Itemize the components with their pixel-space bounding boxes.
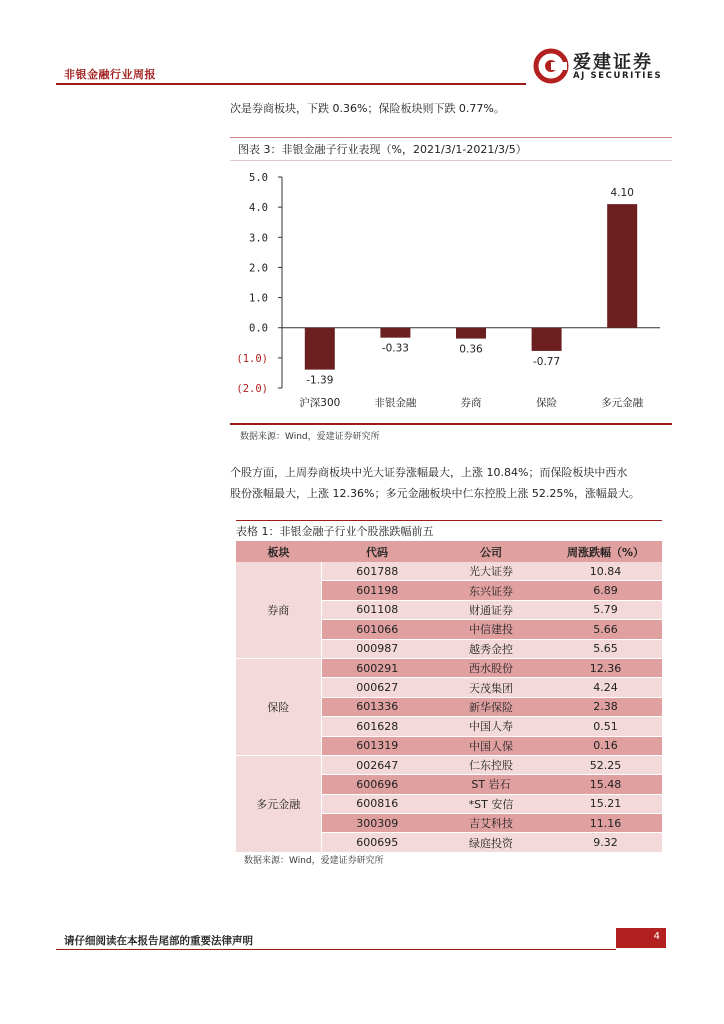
change-cell: 6.89 [549,581,662,600]
table-header-row [236,541,662,562]
change-cell: 9.32 [549,833,662,852]
chart-caption: 图表 3：非银金融子行业表现（%，2021/3/1-2021/3/5） [238,143,527,156]
company-cell: *ST 安信 [433,794,549,813]
company-cell: 光大证券 [433,562,549,581]
chart-source: 数据来源：Wind，爱建证券研究所 [240,432,380,442]
y-tick-label: (2.0) [236,383,268,395]
change-cell: 5.66 [549,620,662,639]
company-cell: 吉艾科技 [433,814,549,833]
header-company: 公司 [433,541,549,562]
change-cell: 52.25 [549,755,662,774]
table-row [236,755,662,774]
change-cell: 15.21 [549,794,662,813]
company-cell: 天茂集团 [433,678,549,697]
code-cell: 600696 [321,775,433,794]
category-label: 非银金融 [374,397,417,409]
category-label: 沪深300 [299,397,341,409]
company-cell: 中国人保 [433,736,549,755]
company-cell: 财通证券 [433,600,549,619]
page-number: 4 [653,931,660,942]
category-label: 保险 [536,397,558,409]
table-row [236,658,662,677]
code-cell: 600291 [321,658,433,677]
bar [532,328,562,351]
report-title: 非银金融行业周报 [64,68,156,81]
header-code: 代码 [321,541,433,562]
paragraph-line-2: 股份涨幅最大，上涨 12.36%；多元金融板块中仁东控股上涨 52.25%，涨幅最大。 [230,487,640,500]
bar [456,328,486,339]
code-cell: 000627 [321,678,433,697]
company-logo [533,46,673,86]
table-row [236,562,662,581]
logo-chinese-name: 爱建证券 [573,52,653,73]
change-cell: 11.16 [549,814,662,833]
code-cell: 601788 [321,562,433,581]
legal-notice: 请仔细阅读在本报告尾部的重要法律声明 [64,935,253,947]
data-label: 4.10 [610,187,634,200]
chart-caption-box [230,137,672,161]
data-label: 0.36 [459,343,483,356]
y-tick-label: 3.0 [249,232,268,245]
y-tick-label: 5.0 [249,172,268,184]
company-cell: 西水股份 [433,658,549,677]
code-cell: 600816 [321,794,433,813]
change-cell: 5.65 [549,639,662,658]
bar [607,204,637,328]
y-tick-label: 4.0 [249,202,268,215]
code-cell: 601336 [321,697,433,716]
table-caption: 表格 1：非银金融子行业个股涨跌幅前五 [236,525,434,538]
change-cell: 15.48 [549,775,662,794]
header-sector: 板块 [236,541,321,562]
paragraph-line-1: 个股方面，上周券商板块中光大证券涨幅最大，上涨 10.84%；而保险板块中西水 [230,466,628,479]
category-label: 多元金融 [601,397,644,409]
bar [380,328,410,338]
header-change: 周涨跌幅（%） [549,541,662,562]
change-cell: 5.79 [549,600,662,619]
data-label: -0.77 [533,355,561,368]
company-cell: 中信建投 [433,620,549,639]
sector-cell: 券商 [236,562,321,658]
code-cell: 300309 [321,814,433,833]
table-top-divider [236,520,662,521]
y-tick-label: 1.0 [249,292,268,305]
change-cell: 12.36 [549,658,662,677]
company-cell: 绿庭投资 [433,833,549,852]
sector-cell: 保险 [236,658,321,755]
stock-table [236,541,662,853]
code-cell: 600695 [321,833,433,852]
y-tick-label: 0.0 [249,322,268,335]
footer-divider [56,949,616,950]
page-number-badge [616,928,666,948]
company-cell: 新华保险 [433,697,549,716]
change-cell: 0.16 [549,736,662,755]
code-cell: 601628 [321,717,433,736]
change-cell: 4.24 [549,678,662,697]
category-label: 券商 [460,397,482,409]
company-cell: 越秀金控 [433,639,549,658]
change-cell: 2.38 [549,697,662,716]
logo-mark-icon [533,48,569,84]
company-cell: ST 岩石 [433,775,549,794]
y-tick-label: (1.0) [236,352,268,365]
table-source: 数据来源：Wind，爱建证券研究所 [244,856,384,866]
bar [305,328,335,370]
change-cell: 10.84 [549,562,662,581]
intro-text: 次是券商板块，下跌 0.36%；保险板块则下跌 0.77%。 [230,102,505,115]
logo-english-name: AJ SECURITIES [573,71,663,81]
change-cell: 0.51 [549,717,662,736]
sector-cell: 多元金融 [236,755,321,852]
company-cell: 中国人寿 [433,717,549,736]
company-cell: 东兴证券 [433,581,549,600]
code-cell: 000987 [321,639,433,658]
code-cell: 002647 [321,755,433,774]
code-cell: 601108 [321,600,433,619]
header-divider [56,83,526,85]
data-label: -1.39 [306,374,334,387]
code-cell: 601066 [321,620,433,639]
code-cell: 601319 [321,736,433,755]
company-cell: 仁东控股 [433,755,549,774]
bar-chart [230,160,672,422]
data-label: -0.33 [381,342,409,355]
y-tick-label: 2.0 [249,262,268,275]
code-cell: 601198 [321,581,433,600]
chart-divider [230,423,672,425]
